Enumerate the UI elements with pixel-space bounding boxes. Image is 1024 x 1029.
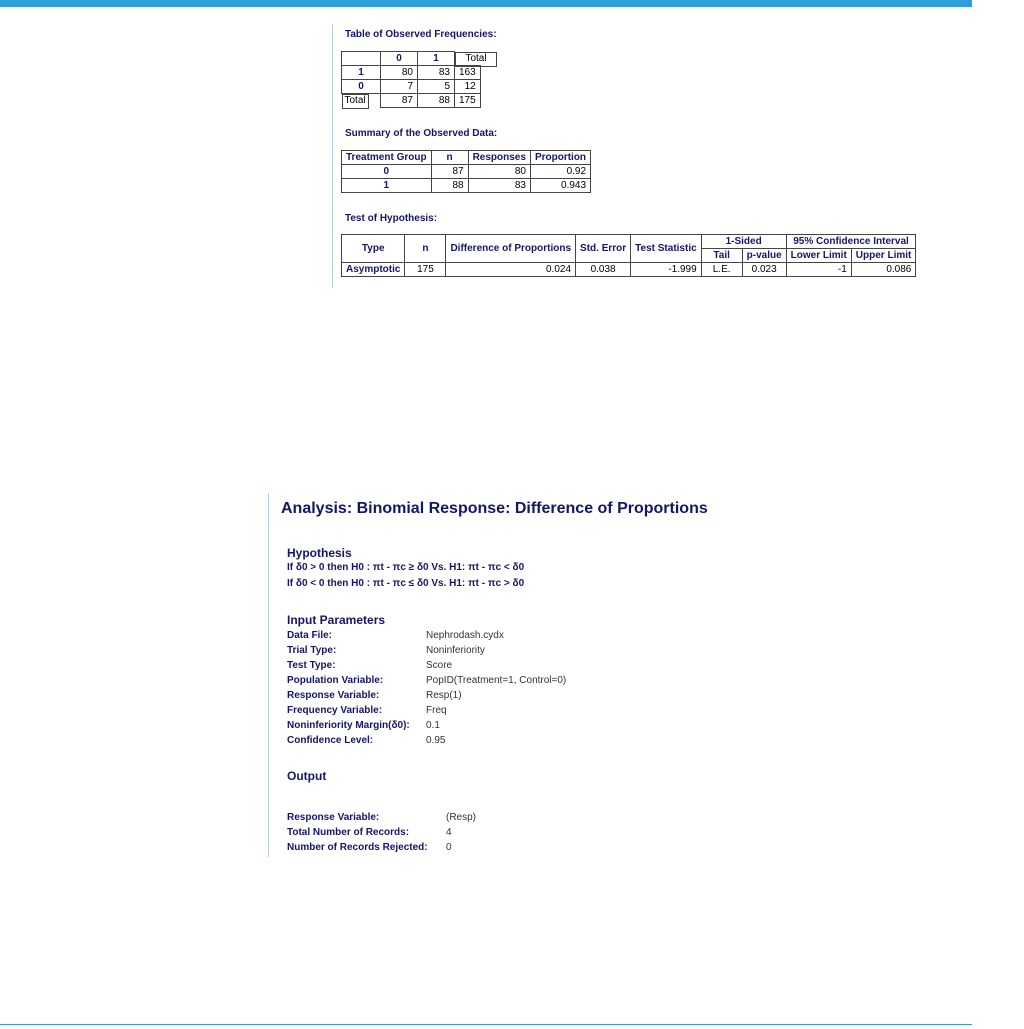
input-parameter-value: Freq	[426, 705, 447, 716]
summary-title: Summary of the Observed Data:	[345, 128, 498, 139]
table-row	[342, 80, 481, 94]
row-label: 0	[342, 165, 432, 179]
col-header-lower-limit: Lower Limit	[786, 249, 851, 263]
input-parameter-value: PopID(Treatment=1, Control=0)	[426, 675, 567, 686]
col-header-total: Total	[455, 52, 497, 67]
row-label-type: Asymptotic	[342, 263, 405, 277]
table-row	[342, 165, 591, 179]
input-parameter-label: Population Variable:	[287, 675, 384, 686]
top-accent-bar	[0, 0, 972, 7]
table-cell-p-value: 0.023	[742, 263, 786, 277]
table-cell: 80	[468, 165, 530, 179]
observed-output-panel	[332, 24, 953, 288]
analysis-report-panel	[268, 493, 749, 857]
output-parameter-value: 0	[446, 842, 452, 853]
table-row	[342, 94, 481, 108]
table-cell: 0.92	[530, 165, 590, 179]
col-header-difference: Difference of Proportions	[446, 235, 576, 263]
table-cell: 12	[455, 80, 481, 94]
table-row	[342, 179, 591, 193]
table-cell-tail: L.E.	[701, 263, 742, 277]
report-title: Analysis: Binomial Response: Difference of Proportions	[281, 500, 708, 517]
table-cell-upper-limit: 0.086	[851, 263, 916, 277]
observed-frequencies-title: Table of Observed Frequencies:	[345, 29, 497, 40]
col-header-p-value: p-value	[742, 249, 786, 263]
table-cell: 87	[381, 94, 418, 108]
col-header-test-statistic: Test Statistic	[631, 235, 702, 263]
table-row	[342, 66, 481, 80]
table-cell: 83	[418, 66, 455, 80]
table-cell: 0.943	[530, 179, 590, 193]
table-cell: 87	[431, 165, 468, 179]
input-parameter-label: Frequency Variable:	[287, 705, 383, 716]
table-cell-difference: 0.024	[446, 263, 576, 277]
table-cell: 88	[431, 179, 468, 193]
input-parameter-label: Noninferiority Margin(δ0):	[287, 720, 410, 731]
table-header-row	[342, 235, 916, 249]
observed-frequencies-table	[341, 51, 487, 108]
input-parameter-label: Test Type:	[287, 660, 336, 671]
col-header-one-sided: 1-Sided	[701, 235, 786, 249]
input-parameter-label: Response Variable:	[287, 690, 380, 701]
row-label: 1	[342, 179, 432, 193]
col-header-treatment-group: Treatment Group	[342, 151, 432, 165]
output-parameter-label: Response Variable:	[287, 812, 380, 823]
output-parameter-value: 4	[446, 827, 452, 838]
row-label-total: Total	[342, 94, 369, 109]
output-parameter-label: Total Number of Records:	[287, 827, 410, 838]
test-of-hypothesis-title: Test of Hypothesis:	[345, 213, 438, 224]
input-parameter-label: Trial Type:	[287, 645, 337, 656]
col-header-type: Type	[342, 235, 405, 263]
table-cell: 83	[468, 179, 530, 193]
table-cell: 7	[381, 80, 418, 94]
table-header-row	[342, 151, 591, 165]
col-header-1: 1	[418, 52, 455, 66]
table-cell: 80	[381, 66, 418, 80]
input-parameter-label: Data File:	[287, 630, 333, 641]
test-of-hypothesis-table	[341, 234, 916, 277]
col-header-responses: Responses	[468, 151, 530, 165]
summary-table	[341, 150, 591, 193]
col-header-std-error: Std. Error	[576, 235, 631, 263]
table-cell: 88	[418, 94, 455, 108]
corner-cell	[342, 52, 381, 66]
row-label: 1	[342, 66, 381, 80]
col-header-proportion: Proportion	[530, 151, 590, 165]
input-parameter-value: 0.95	[426, 735, 446, 746]
input-parameter-value: Resp(1)	[426, 690, 462, 701]
table-cell-test-statistic: -1.999	[631, 263, 702, 277]
input-parameter-value: 0.1	[426, 720, 440, 731]
col-header-n: n	[431, 151, 468, 165]
col-header-upper-limit: Upper Limit	[851, 249, 916, 263]
input-parameter-value: Score	[426, 660, 453, 671]
table-cell-lower-limit: -1	[786, 263, 851, 277]
row-label: 0	[342, 80, 381, 94]
input-parameter-value: Nephrodash.cydx	[426, 630, 504, 641]
table-header-row	[342, 52, 481, 66]
table-cell: 5	[418, 80, 455, 94]
table-cell: 175	[455, 94, 481, 108]
hypothesis-line-2: If δ0 < 0 then H0 : πt - πc ≤ δ0 Vs. H1: πt - πc > δ0	[287, 578, 525, 589]
table-cell: 163	[455, 66, 481, 80]
bottom-accent-rule	[0, 1024, 972, 1025]
col-header-confidence-interval: 95% Confidence Interval	[786, 235, 916, 249]
input-parameter-label: Confidence Level:	[287, 735, 374, 746]
output-heading: Output	[287, 769, 327, 783]
table-cell-std-error: 0.038	[576, 263, 631, 277]
input-parameter-value: Noninferiority	[426, 645, 485, 656]
col-header-tail: Tail	[701, 249, 742, 263]
table-row	[342, 263, 916, 277]
output-parameter-label: Number of Records Rejected:	[287, 842, 428, 853]
hypothesis-heading: Hypothesis	[287, 546, 352, 560]
col-header-0: 0	[381, 52, 418, 66]
output-parameter-value: (Resp)	[446, 812, 477, 823]
col-header-n: n	[405, 235, 446, 263]
table-cell-n: 175	[405, 263, 446, 277]
hypothesis-line-1: If δ0 > 0 then H0 : πt - πc ≥ δ0 Vs. H1: πt - πc < δ0	[287, 562, 525, 573]
input-parameters-heading: Input Parameters	[287, 613, 386, 627]
